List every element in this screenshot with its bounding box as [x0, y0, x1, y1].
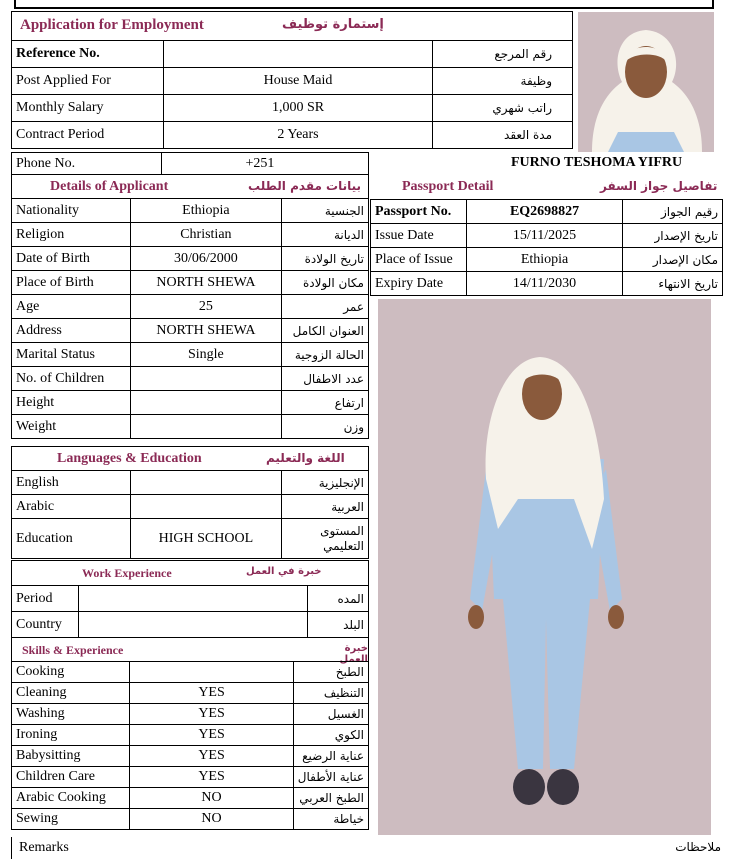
table-row — [12, 519, 369, 559]
applicant-title: Details of Applicant — [50, 179, 169, 194]
passport-label-arabic: تاريخ الإصدار — [623, 224, 723, 248]
table-row — [12, 247, 369, 271]
skills-label: Ironing — [12, 725, 130, 746]
work-value — [78, 586, 307, 612]
header-title-box — [11, 11, 573, 41]
applicant-label-arabic: وزن — [282, 415, 369, 439]
passport-value: Ethiopia — [466, 248, 622, 272]
table-row — [12, 662, 369, 683]
skills-title: Skills & Experience — [22, 643, 124, 657]
applicant-label: No. of Children — [12, 367, 131, 391]
skills-label: Cooking — [12, 662, 130, 683]
top-row-value: 2 Years — [163, 122, 432, 149]
applicant-label-arabic: عمر — [282, 295, 369, 319]
passport-label: Passport No. — [371, 200, 467, 224]
work-label-arabic: المده — [308, 586, 369, 612]
applicant-label: Address — [12, 319, 131, 343]
table-row — [371, 272, 723, 296]
applicant-label: Height — [12, 391, 131, 415]
phone-table — [11, 152, 369, 175]
skills-value: YES — [130, 704, 293, 725]
table-row — [371, 200, 723, 224]
applicant-value: NORTH SHEWA — [130, 319, 281, 343]
languages-section-header — [11, 446, 369, 471]
applicant-label: Marital Status — [12, 343, 131, 367]
skills-label-arabic: الكوي — [293, 725, 368, 746]
applicant-table — [11, 198, 369, 439]
skills-section-header — [11, 637, 369, 665]
table-row — [12, 295, 369, 319]
skills-label: Babysitting — [12, 746, 130, 767]
work-value — [78, 612, 307, 638]
table-row — [12, 788, 369, 809]
applicant-label: Place of Birth — [12, 271, 131, 295]
table-row — [12, 68, 573, 95]
skills-label: Arabic Cooking — [12, 788, 130, 809]
applicant-label-arabic: الديانة — [282, 223, 369, 247]
top-row-value — [163, 41, 432, 68]
table-row — [12, 704, 369, 725]
table-row — [12, 41, 573, 68]
skills-label-arabic: الطبخ العربي — [293, 788, 368, 809]
passport-label-arabic: رقيم الجواز — [623, 200, 723, 224]
table-row — [12, 746, 369, 767]
page-title: Application for Employment — [20, 17, 204, 33]
top-row-value: 1,000 SR — [163, 95, 432, 122]
top-row-label-arabic: راتب شهري — [433, 95, 573, 122]
table-row — [12, 767, 369, 788]
skills-title-arabic: خبرة العمل — [339, 643, 368, 665]
languages-label: Education — [12, 519, 131, 559]
applicant-label: Age — [12, 295, 131, 319]
applicant-label: Nationality — [12, 199, 131, 223]
skills-label: Sewing — [12, 809, 130, 830]
work-label: Country — [12, 612, 79, 638]
work-label-arabic: البلد — [308, 612, 369, 638]
languages-label-arabic: المستوى التعليمي — [282, 519, 369, 559]
passport-label: Issue Date — [371, 224, 467, 248]
table-row — [12, 683, 369, 704]
table-row — [12, 391, 369, 415]
remarks-label: Remarks — [19, 840, 69, 855]
work-title: Work Experience — [82, 566, 172, 580]
skills-label-arabic: الطبخ — [293, 662, 368, 683]
top-row-label-arabic: وظيفة — [433, 68, 573, 95]
applicant-label-arabic: مكان الولادة — [282, 271, 369, 295]
phone-value: +251 — [161, 153, 368, 175]
applicant-label-arabic: ارتفاع — [282, 391, 369, 415]
work-label: Period — [12, 586, 79, 612]
skills-value: NO — [130, 788, 293, 809]
page-title-arabic: إستمارة توظيف — [282, 17, 384, 32]
applicant-value — [130, 391, 281, 415]
skills-label-arabic: الغسيل — [293, 704, 368, 725]
languages-label-arabic: العربية — [282, 495, 369, 519]
skills-value — [130, 662, 293, 683]
passport-value: EQ2698827 — [466, 200, 622, 224]
table-row — [12, 319, 369, 343]
passport-label-arabic: تاريخ الانتهاء — [623, 272, 723, 296]
applicant-label-arabic: العنوان الكامل — [282, 319, 369, 343]
passport-title: Passport Detail — [402, 179, 494, 194]
applicant-value: Christian — [130, 223, 281, 247]
portrait-photo — [578, 12, 714, 152]
languages-table — [11, 470, 369, 559]
passport-value: 15/11/2025 — [466, 224, 622, 248]
applicant-label-arabic: الجنسية — [282, 199, 369, 223]
passport-section-header — [370, 176, 722, 198]
languages-value: HIGH SCHOOL — [130, 519, 282, 559]
applicant-label-arabic: تاريخ الولادة — [282, 247, 369, 271]
table-row — [12, 471, 369, 495]
table-row — [371, 224, 723, 248]
skills-label: Cleaning — [12, 683, 130, 704]
top-row-value: House Maid — [163, 68, 432, 95]
remarks-row — [11, 837, 723, 859]
applicant-value: 30/06/2000 — [130, 247, 281, 271]
languages-value — [130, 471, 282, 495]
top-row-label-arabic: رقم المرجع — [433, 41, 573, 68]
table-row — [12, 586, 369, 612]
work-title-arabic: خبرة في العمل — [246, 566, 322, 577]
skills-value: NO — [130, 809, 293, 830]
skills-label: Washing — [12, 704, 130, 725]
top-row-label: Post Applied For — [12, 68, 164, 95]
languages-title: Languages & Education — [57, 451, 202, 466]
table-row — [12, 199, 369, 223]
passport-title-arabic: تفاصيل جواز السفر — [600, 179, 718, 193]
top-row-label: Contract Period — [12, 122, 164, 149]
table-row — [12, 495, 369, 519]
applicant-label: Religion — [12, 223, 131, 247]
skills-value: YES — [130, 767, 293, 788]
languages-label: English — [12, 471, 131, 495]
applicant-label-arabic: عدد الاطفال — [282, 367, 369, 391]
table-row — [12, 809, 369, 830]
table-row — [12, 415, 369, 439]
applicant-value: Ethiopia — [130, 199, 281, 223]
skills-table — [11, 661, 369, 830]
applicant-section-header — [11, 174, 369, 199]
table-row — [12, 612, 369, 638]
applicant-label: Date of Birth — [12, 247, 131, 271]
applicant-value: NORTH SHEWA — [130, 271, 281, 295]
passport-label: Expiry Date — [371, 272, 467, 296]
skills-label-arabic: التنظيف — [293, 683, 368, 704]
applicant-label: Weight — [12, 415, 131, 439]
passport-label: Place of Issue — [371, 248, 467, 272]
languages-value — [130, 495, 282, 519]
top-row-label: Monthly Salary — [12, 95, 164, 122]
skills-label: Children Care — [12, 767, 130, 788]
skills-value: YES — [130, 746, 293, 767]
skills-value: YES — [130, 683, 293, 704]
table-row — [12, 343, 369, 367]
table-row — [12, 367, 369, 391]
top-info-table — [11, 40, 573, 149]
work-table — [11, 585, 369, 638]
skills-label-arabic: عناية الأطفال — [293, 767, 368, 788]
skills-label-arabic: خياطة — [293, 809, 368, 830]
table-row — [12, 95, 573, 122]
languages-label: Arabic — [12, 495, 131, 519]
full-body-photo — [378, 299, 711, 835]
top-row-label-arabic: مدة العقد — [433, 122, 573, 149]
applicant-label-arabic: الحالة الزوجية — [282, 343, 369, 367]
applicant-value — [130, 415, 281, 439]
table-row — [12, 223, 369, 247]
table-row — [12, 271, 369, 295]
skills-value: YES — [130, 725, 293, 746]
skills-label-arabic: عناية الرضيع — [293, 746, 368, 767]
applicant-title-arabic: بيانات مقدم الطلب — [248, 179, 362, 193]
table-row — [12, 122, 573, 149]
languages-label-arabic: الإنجليزية — [282, 471, 369, 495]
work-section-header — [11, 560, 369, 586]
remarks-label-arabic: ملاحظات — [675, 840, 721, 854]
top-row-label: Reference No. — [12, 41, 164, 68]
phone-label: Phone No. — [12, 153, 162, 175]
passport-table — [370, 199, 723, 296]
passport-value: 14/11/2030 — [466, 272, 622, 296]
passport-label-arabic: مكان الإصدار — [623, 248, 723, 272]
top-border — [14, 0, 714, 9]
applicant-value: Single — [130, 343, 281, 367]
applicant-name: FURNO TESHOMA YIFRU — [511, 155, 683, 170]
table-row — [12, 725, 369, 746]
table-row — [371, 248, 723, 272]
applicant-value — [130, 367, 281, 391]
applicant-value: 25 — [130, 295, 281, 319]
languages-title-arabic: اللغة والتعليم — [266, 451, 345, 465]
